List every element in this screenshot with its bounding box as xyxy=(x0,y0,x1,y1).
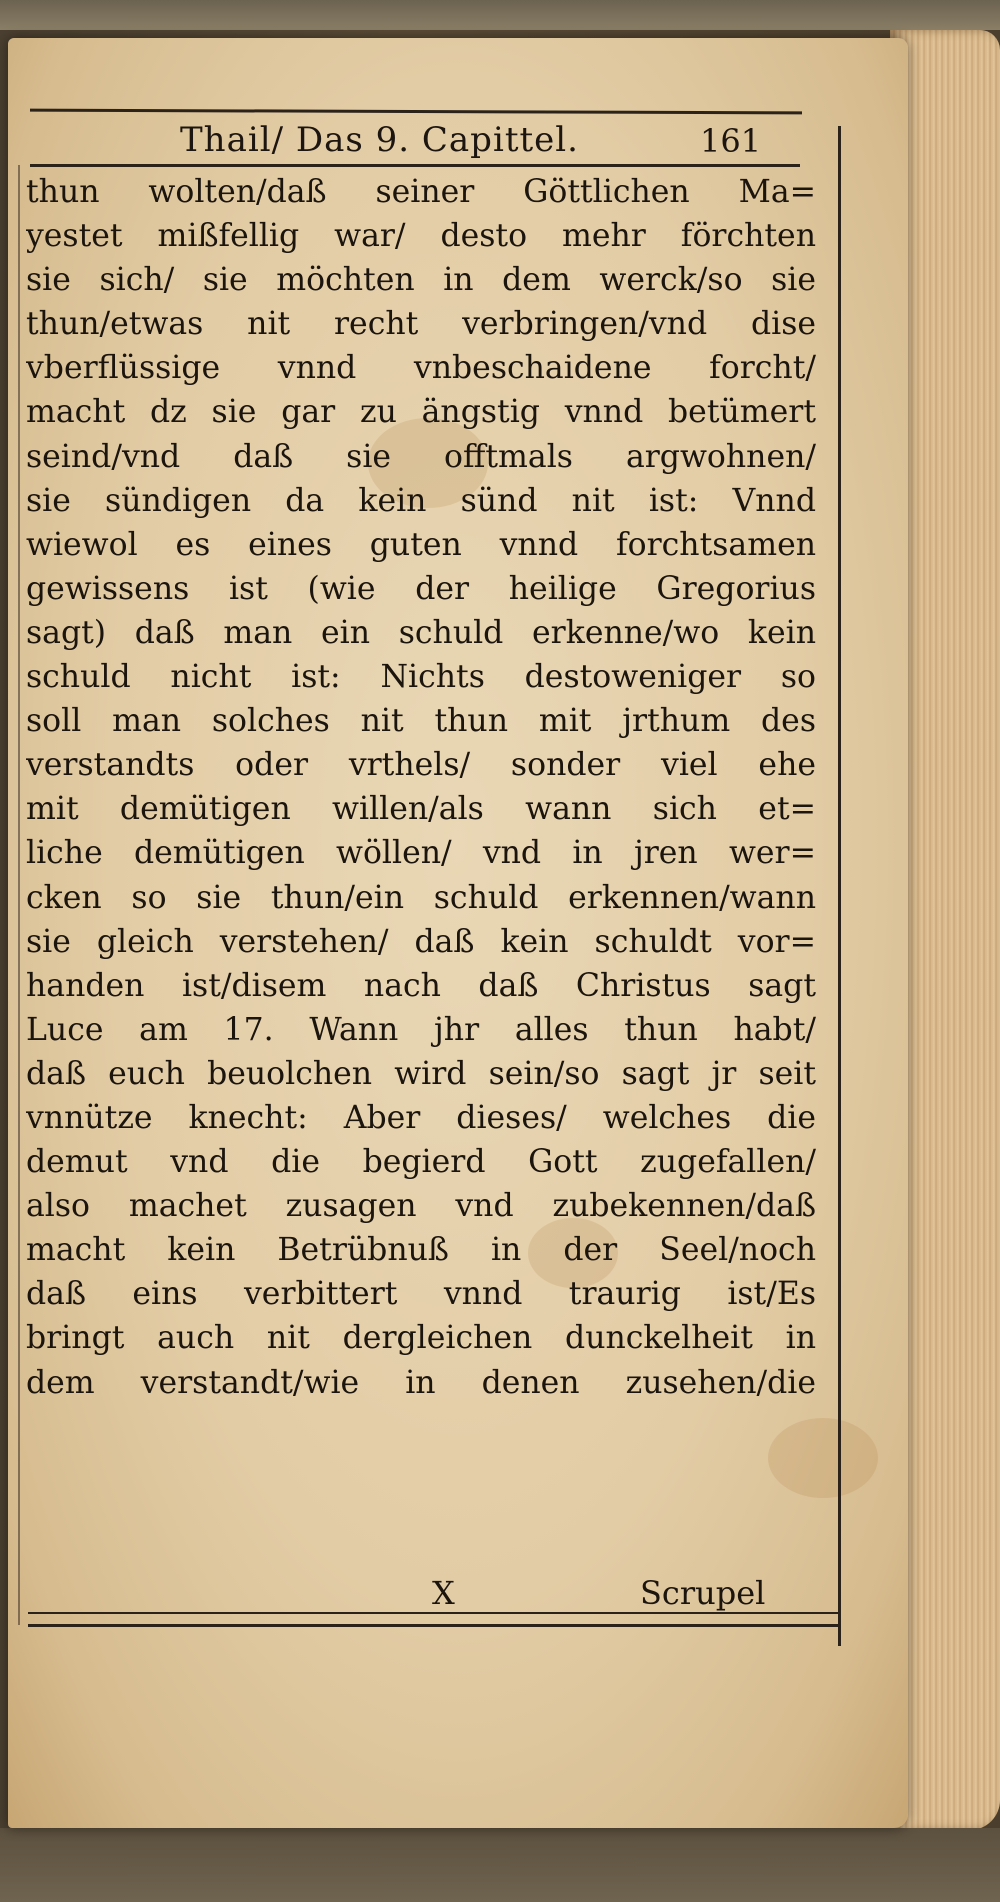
text-line: verstandts oder vrthels/ sonder viel ehe xyxy=(26,747,816,784)
text-line: demut vnd die begierd Gott zugefallen/ xyxy=(26,1144,816,1181)
frame-rule-left xyxy=(18,165,20,1625)
page-number: 161 xyxy=(700,122,762,160)
text-line: sagt) daß man ein schuld erkenne/wo kein xyxy=(26,614,816,651)
text-line: macht kein Betrübnuß in der Seel/noch xyxy=(26,1232,816,1269)
text-line: cken so sie thun/ein schuld erkennen/wann xyxy=(26,879,816,916)
body-text xyxy=(26,170,816,1405)
book-top-edge xyxy=(0,0,1000,30)
text-line: vberflüssige vnnd vnbeschaidene forcht/ xyxy=(26,350,816,387)
signature-mark: X xyxy=(432,1574,455,1612)
text-line: yestet mißfellig war/ desto mehr förchten xyxy=(26,218,816,255)
text-line: dem verstandt/wie in denen zusehen/die xyxy=(26,1364,816,1401)
text-line: sie sich/ sie möchten in dem werck/so sie xyxy=(26,262,816,299)
text-line: Luce am 17. Wann jhr alles thun habt/ xyxy=(26,1011,816,1048)
frame-rule-header xyxy=(30,164,800,167)
text-line: seind/vnd daß sie offtmals argwohnen/ xyxy=(26,438,816,475)
text-line: thun wolten/daß seiner Göttlichen Ma= xyxy=(26,174,816,210)
text-line: sie sündigen da kein sünd nit ist: Vnnd xyxy=(26,482,816,519)
text-line: soll man solches nit thun mit jrthum des xyxy=(26,703,816,740)
text-line: bringt auch nit dergleichen dunckelheit in xyxy=(26,1320,816,1357)
page-header xyxy=(30,118,800,162)
text-line: thun/etwas nit recht verbringen/vnd dise xyxy=(26,306,816,343)
text-line: handen ist/disem nach daß Christus sagt xyxy=(26,967,816,1004)
paper-stain xyxy=(768,1418,878,1498)
text-line: mit demütigen willen/als wann sich et= xyxy=(26,791,816,828)
text-line: daß euch beuolchen wird sein/so sagt jr seit xyxy=(26,1055,816,1092)
text-line: sie gleich verstehen/ daß kein schuldt vor= xyxy=(26,923,816,960)
text-line: wiewol es eines guten vnnd forchtsamen xyxy=(26,526,816,563)
running-head: Thail/ Das 9. Capittel. xyxy=(180,120,579,160)
text-line: schuld nicht ist: Nichts destoweniger so xyxy=(26,659,816,696)
frame-rule-bottom-outer xyxy=(28,1624,838,1627)
text-line: daß eins verbittert vnnd traurig ist/Es xyxy=(26,1276,816,1313)
text-line: macht dz sie gar zu ängstig vnnd betümert xyxy=(26,394,816,431)
text-line: also machet zusagen vnd zubekennen/daß xyxy=(26,1188,816,1225)
catchword: Scrupel xyxy=(640,1574,766,1612)
frame-rule-right xyxy=(838,126,841,1646)
text-line: vnnütze knecht: Aber dieses/ welches die xyxy=(26,1099,816,1136)
scan-bottom-band xyxy=(0,1828,1000,1902)
text-line: liche demütigen wöllen/ vnd in jren wer= xyxy=(26,835,816,872)
text-line: gewissens ist (wie der heilige Gregorius xyxy=(26,570,816,607)
frame-rule-bottom xyxy=(28,1612,838,1614)
